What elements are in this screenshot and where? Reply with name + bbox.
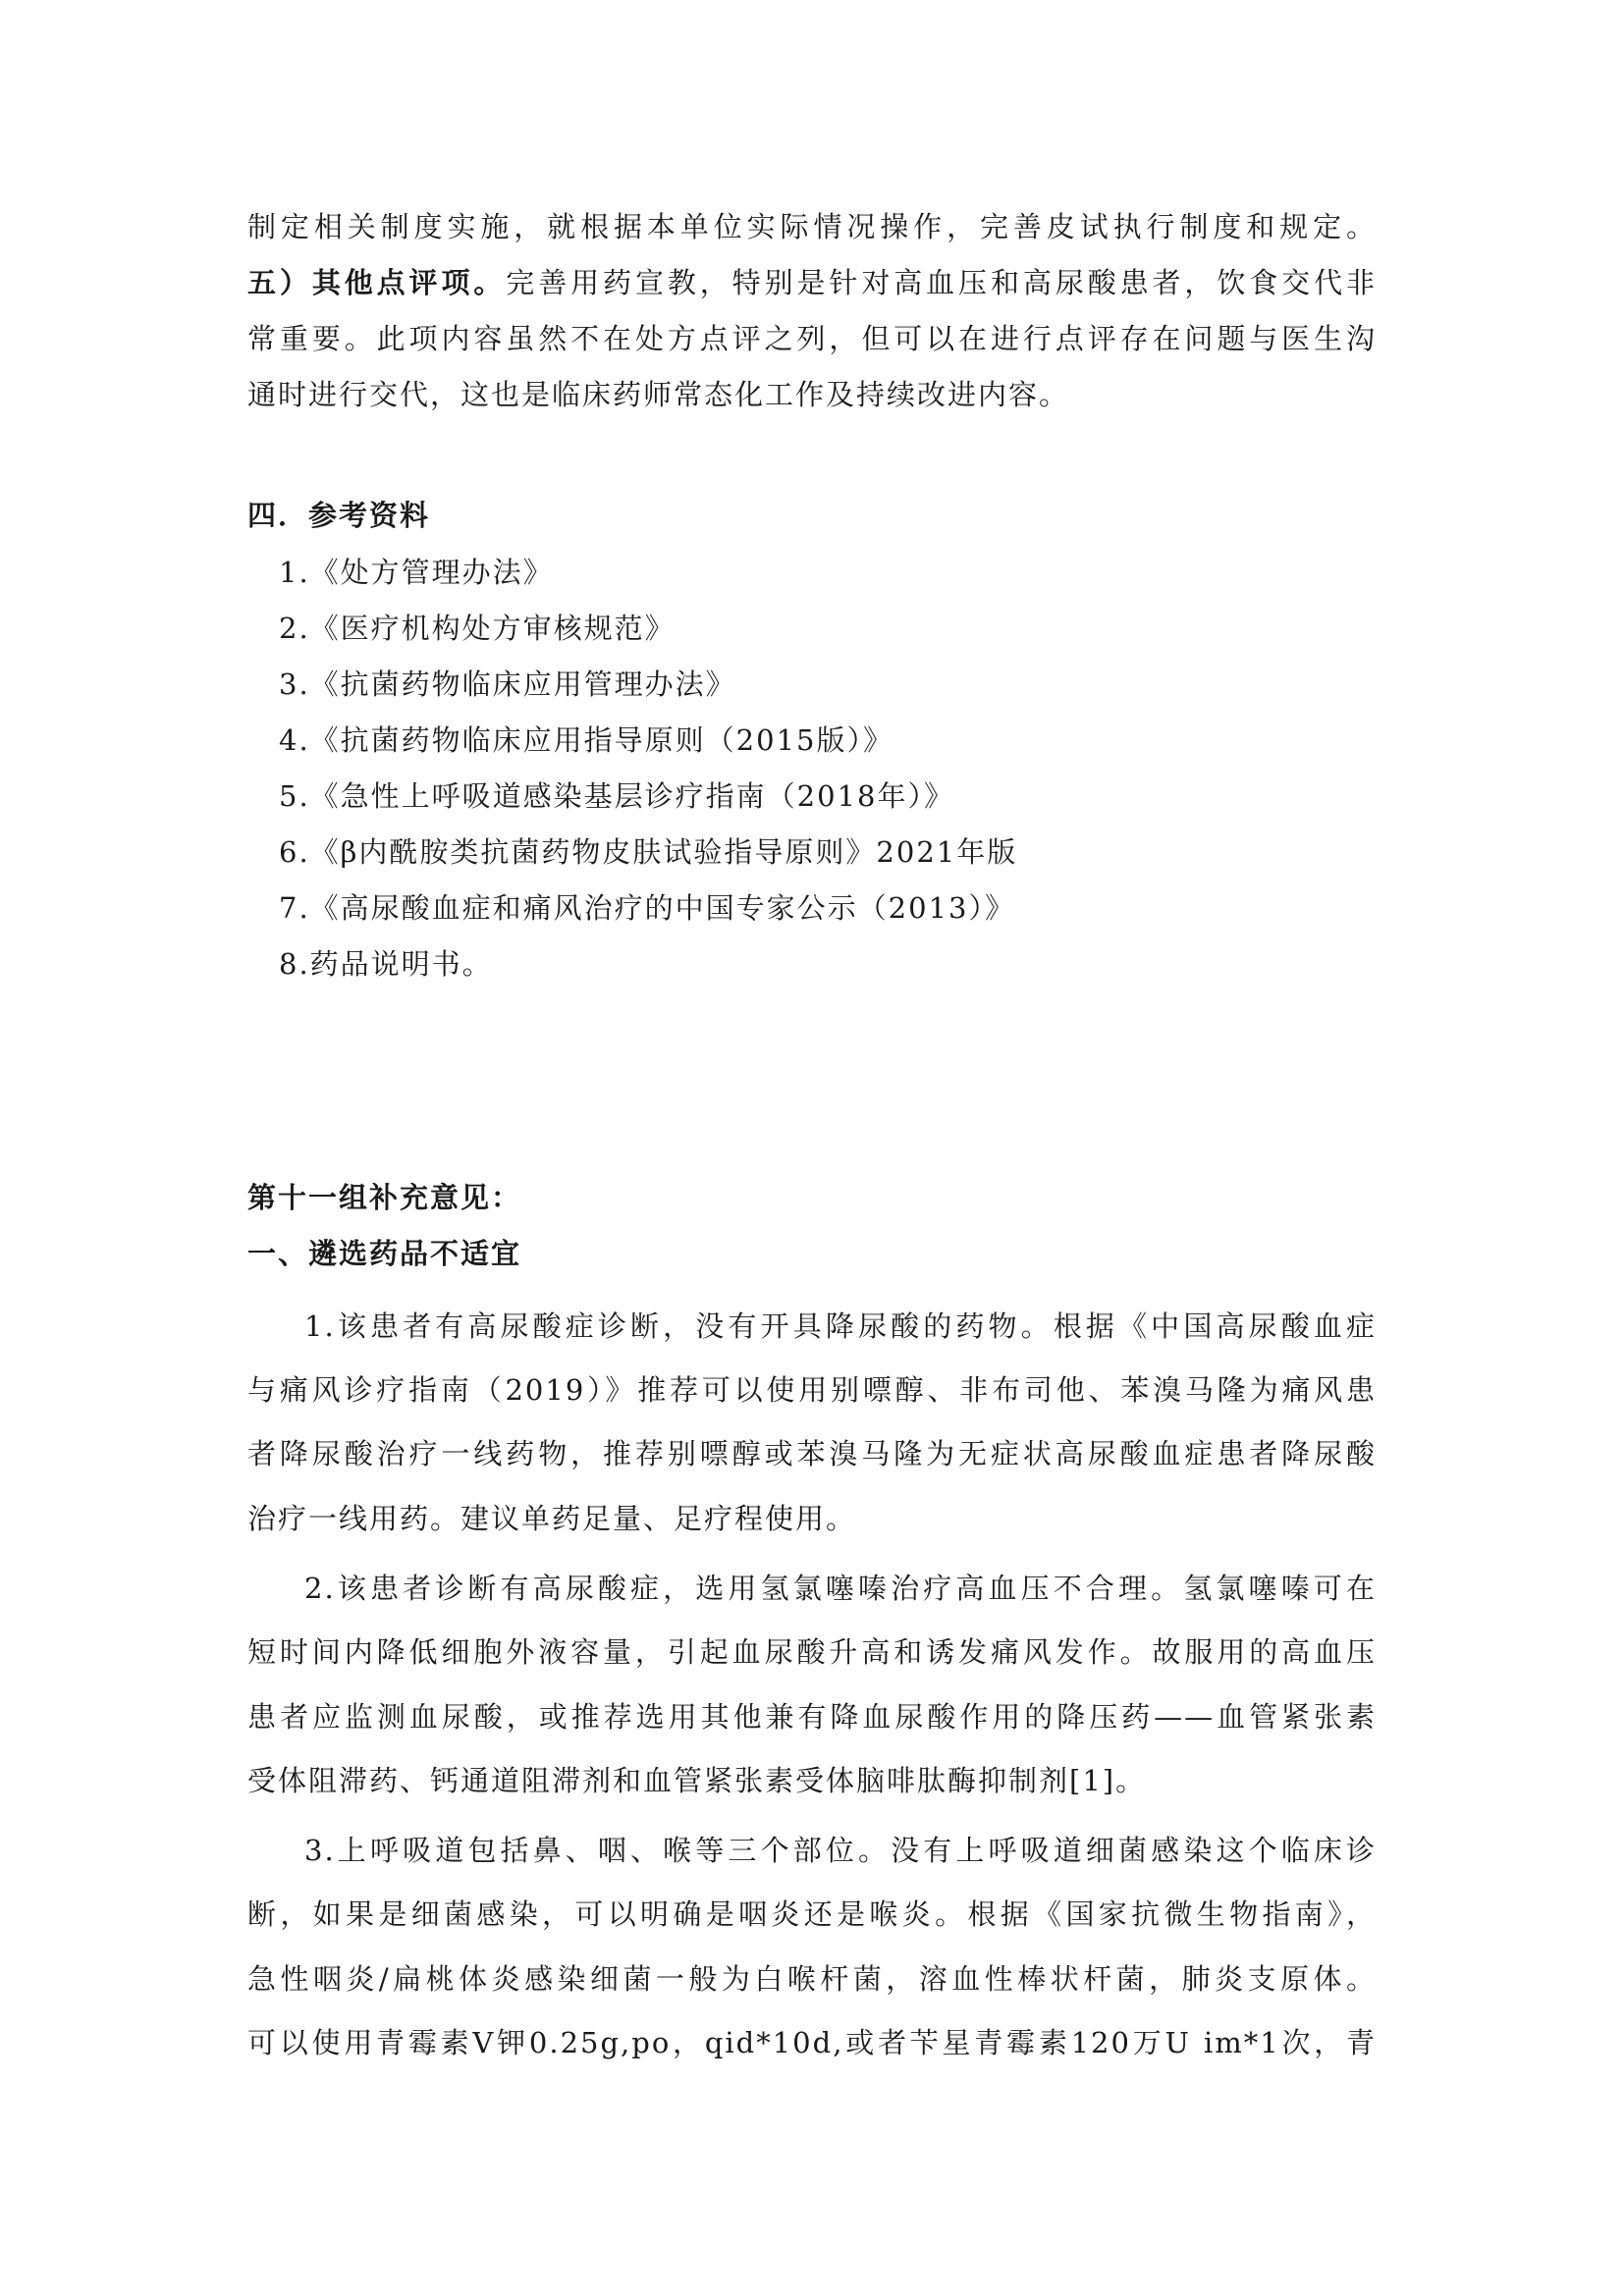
paragraph-1-line: 者降尿酸治疗一线药物，推荐别嘌醇或苯溴马隆为无症状高尿酸血症患者降尿酸 [247, 1437, 1377, 1470]
reference-item: 4.《抗菌药物临床应用指导原则（2015版）》 [279, 723, 893, 757]
paragraph-2-line: 短时间内降低细胞外液容量，引起血尿酸升高和诱发痛风发作。故服用的高血压 [247, 1635, 1377, 1669]
paragraph-1-line: 与痛风诊疗指南（2019）》推荐可以使用别嘌醇、非布司他、苯溴马隆为痛风患 [247, 1373, 1377, 1407]
item-5-label: 五）其他点评项。 [247, 266, 507, 299]
reference-item: 5.《急性上呼吸道感染基层诊疗指南（2018年）》 [279, 779, 954, 813]
reference-item: 1.《处方管理办法》 [279, 556, 554, 589]
reference-item: 2.《医疗机构处方审核规范》 [279, 612, 676, 645]
supplement-heading: 第十一组补充意见： [247, 1181, 522, 1214]
item-5-text: 完善用药宣教，特别是针对高血压和高尿酸患者，饮食交代非 [506, 266, 1377, 299]
body-text-line: 常重要。此项内容虽然不在处方点评之列，但可以在进行点评存在问题与医生沟 [247, 322, 1377, 355]
paragraph-3-line: 3.上呼吸道包括鼻、咽、喉等三个部位。没有上呼吸道细菌感染这个临床诊 [304, 1834, 1377, 1867]
paragraph-2-line: 受体阻滞药、钙通道阻滞剂和血管紧张素受体脑啡肽酶抑制剂[1]。 [247, 1764, 1147, 1797]
paragraph-3-line: 可以使用青霉素V钾0.25g,po，qid*10d,或者苄星青霉素120万U im*1次，青 [247, 2026, 1377, 2059]
supplement-subheading: 一、遴选药品不适宜 [247, 1237, 522, 1270]
body-text-line: 制定相关制度实施，就根据本单位实际情况操作，完善皮试执行制度和规定。 [247, 210, 1377, 243]
reference-item: 8.药品说明书。 [279, 947, 493, 981]
paragraph-3-line: 断，如果是细菌感染，可以明确是咽炎还是喉炎。根据《国家抗微生物指南》， [247, 1897, 1377, 1931]
item-5-line [247, 263, 1377, 302]
paragraph-2-line: 2.该患者诊断有高尿酸症，选用氢氯噻嗪治疗高血压不合理。氢氯噻嗪可在 [304, 1572, 1377, 1605]
paragraph-1-line: 1.该患者有高尿酸症诊断，没有开具降尿酸的药物。根据《中国高尿酸血症 [304, 1309, 1377, 1343]
body-text-line: 通时进行交代，这也是临床药师常态化工作及持续改进内容。 [247, 378, 1070, 411]
paragraph-3-line: 急性咽炎/扁桃体炎感染细菌一般为白喉杆菌，溶血性棒状杆菌，肺炎支原体。 [247, 1962, 1377, 1996]
paragraph-1-line: 治疗一线用药。建议单药足量、足疗程使用。 [247, 1502, 857, 1535]
reference-item: 7.《高尿酸血症和痛风治疗的中国专家公示（2013）》 [279, 891, 1015, 925]
reference-item: 3.《抗菌药物临床应用管理办法》 [279, 667, 736, 701]
paragraph-2-line: 患者应监测血尿酸，或推荐选用其他兼有降血尿酸作用的降压药——血管紧张素 [247, 1700, 1377, 1734]
reference-item: 6.《β内酰胺类抗菌药物皮肤试验指导原则》2021年版 [279, 835, 1018, 869]
references-heading: 四．参考资料 [247, 499, 431, 532]
